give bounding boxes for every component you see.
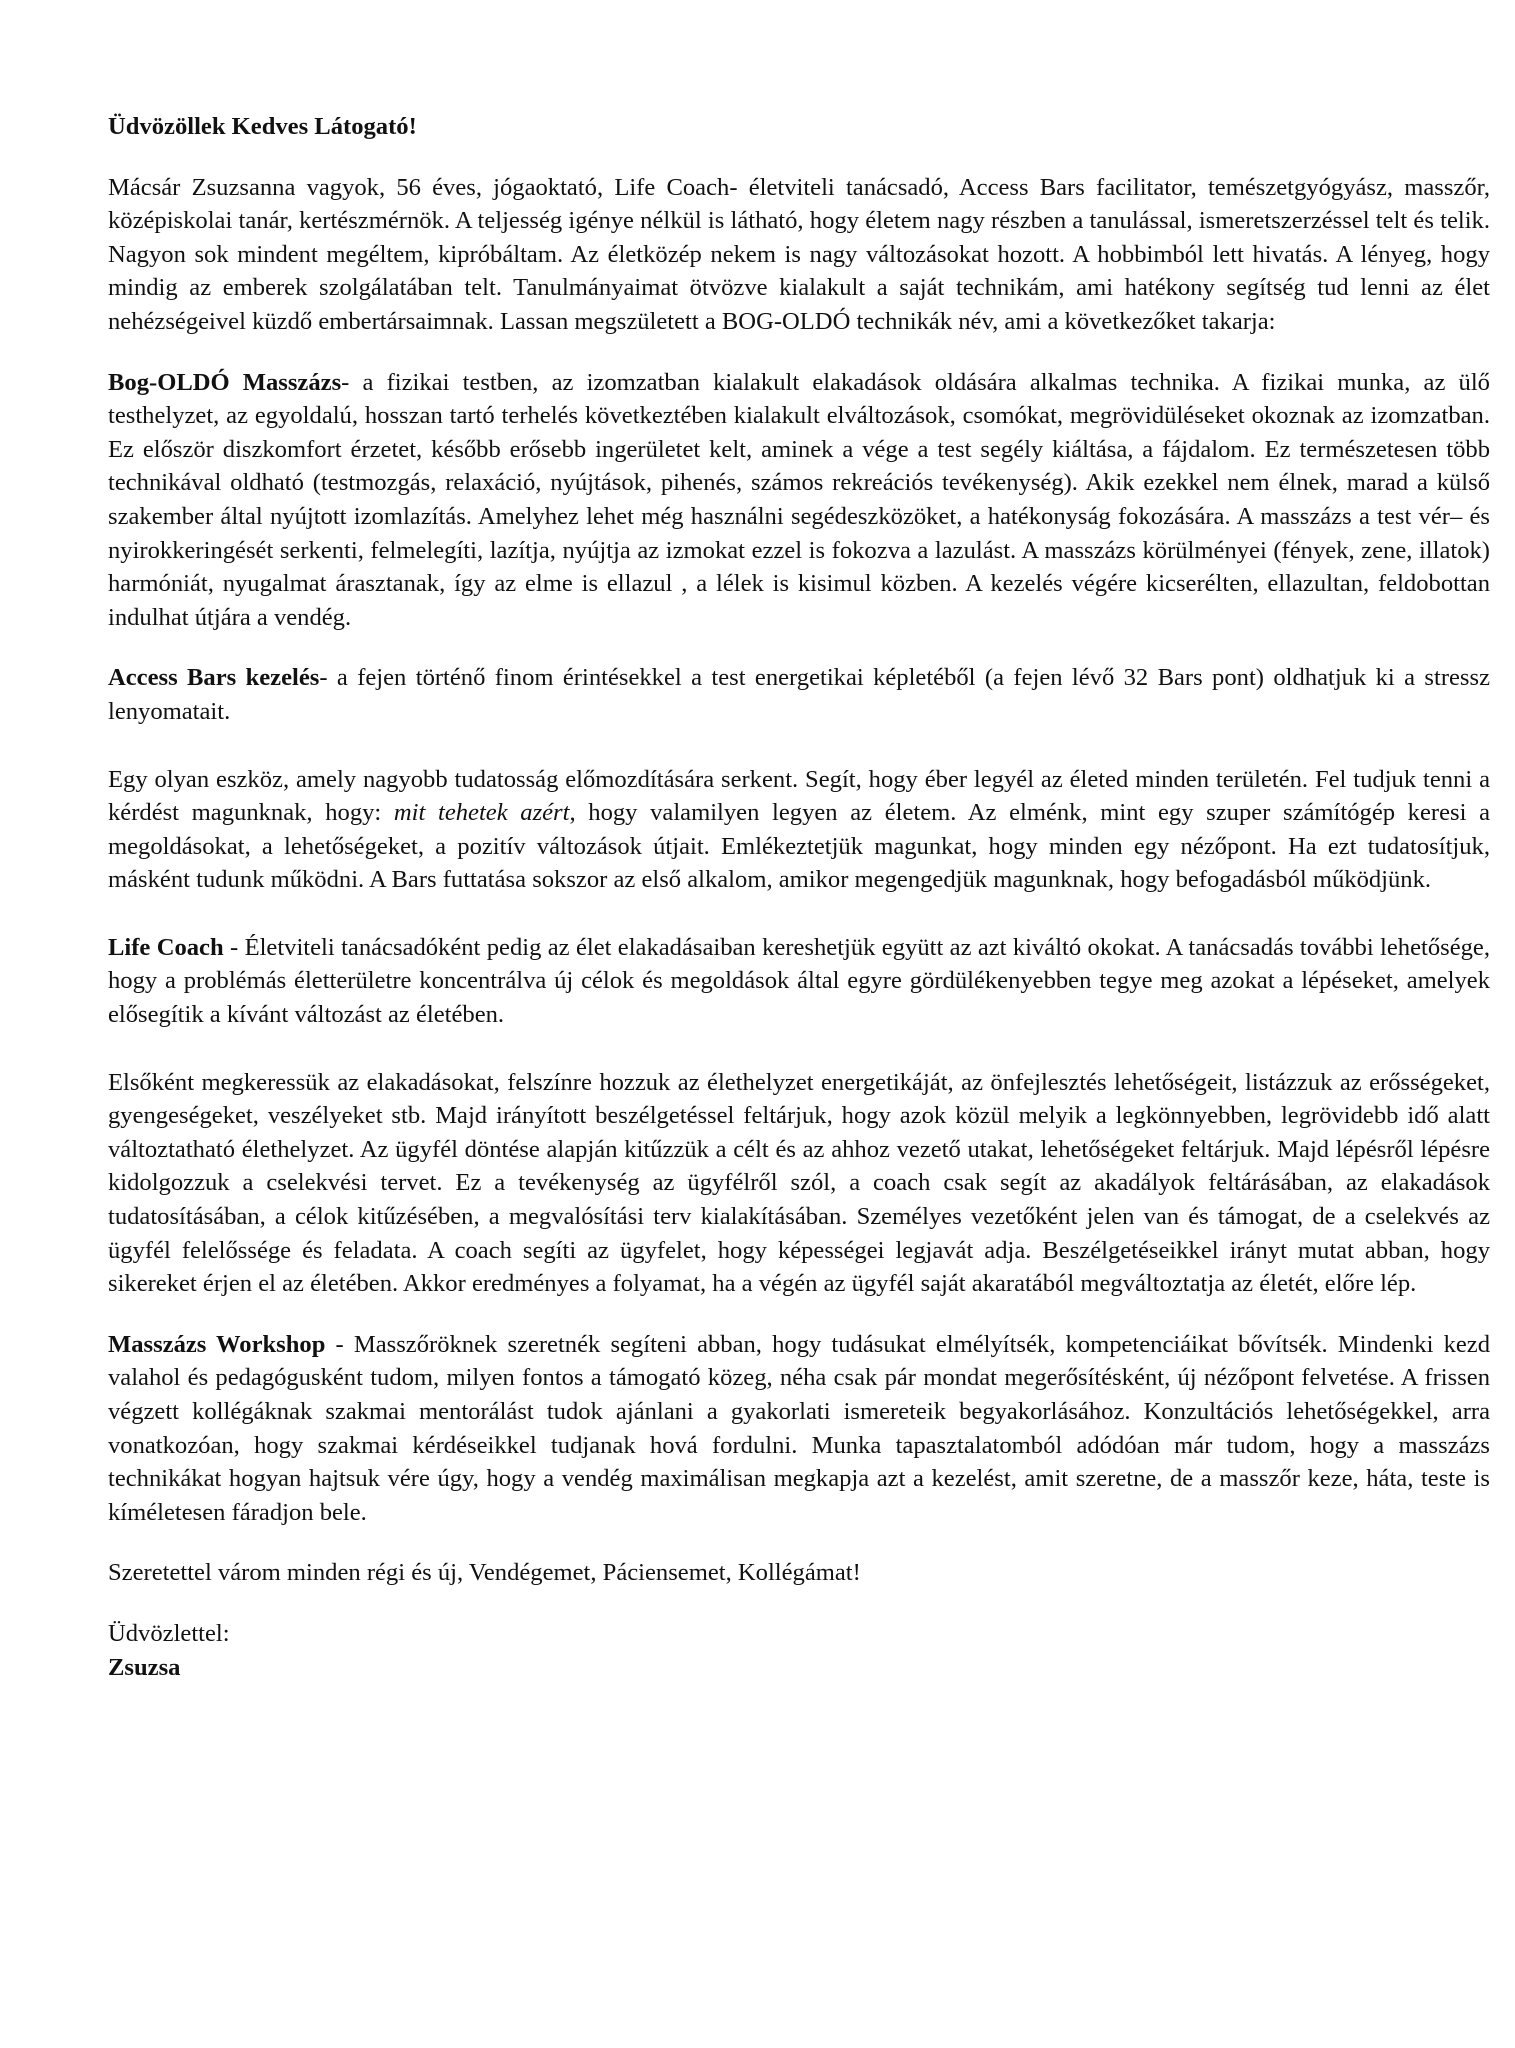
- section-body: - a fejen történő finom érintésekkel a test energetikai képletéből (a fejen lévő 32 Bars pont) oldhatjuk ki a stressz lenyomatait.: [108, 664, 1490, 725]
- section-title: Access Bars kezelés: [108, 664, 320, 692]
- signoff: Üdvözlettel:: [108, 1619, 230, 1647]
- document-page: [108, 110, 1490, 1684]
- greeting-heading: Üdvözöllek Kedves Látogató!: [108, 113, 417, 140]
- signature-name: Zsuzsa: [108, 1653, 181, 1681]
- section-title: Bog-OLDÓ Masszázs: [108, 368, 342, 396]
- section-body: - Életviteli tanácsadóként pedig az élet elakadásaiban kereshetjük együtt az azt kiváltó okokat. A tanácsadás további lehetősége, hogy a problémás életterületre koncentrálva új célok és megoldások által egyre gördülékenyebben tegye meg azokat a lépéseket, amelyek elősegítik a kívánt változást az életében.: [108, 933, 1490, 1029]
- section-bog-oldo-massage: [108, 366, 1490, 635]
- closing-line: Szeretettel várom minden régi és új, Vendégemet, Páciensemet, Kollégámat!: [108, 1559, 861, 1587]
- section-body: - a fizikai testben, az izomzatban kialakult elakadások oldására alkalmas technika. A fizikai munka, az ülő testhelyzet, az egyoldalú, hosszan tartó terhelés következtében kialakult elváltozások, csomókat, megrövidüléseket okoznak az izomzatban. Ez először diszkomfort érzetet, később erősebb ingerületet kelt, aminek a vége a test segély kiáltása, a fájdalom. Ez természetesen több technikával oldható (testmozgás, relaxáció, nyújtások, pihenés, számos rekreációs tevékenység). Akik ezekkel nem élnek, marad a külső szakember által nyújtott izomlazítás. Amelyhez lehet még használni segédeszközöket, a hatékonyság fokozására. A masszázs a test vér– és nyirokkeringését serkenti, felmelegíti, lazítja, nyújtja az izmokat ezzel is fokozva a lazulást. A masszázs körülményei (fények, zene, illatok) harmóniát, nyugalmat árasztanak, így az elme is ellazul , a lélek is kisimul közben. A kezelés végére kicserélten, ellazultan, feldobottan indulhat útjára a vendég.: [108, 368, 1490, 631]
- access-bars-description: [108, 763, 1490, 897]
- italic-phrase: mit tehetek azért: [393, 799, 570, 827]
- life-coach-process-paragraph: Elsőként megkeressük az elakadásokat, felszínre hozzuk az élethelyzet energetikáját, az önfejlesztés lehetőségeit, listázzuk az erősségeket, gyengeségeket, veszélyeket stb. Majd irányított beszélgetéssel feltárjuk, hogy azok közül melyik a legkönnyebben, legrövidebb idő alatt változtatható élethelyzet. Az ügyfél döntése alapján kitűzzük a célt és az ahhoz vezető utakat, lehetőségeket feltárjuk. Majd lépésről lépésre kidolgozzuk a cselekvési tervet. Ez a tevékenység az ügyfélről szól, a coach csak segít az akadályok feltárásában, az elakadások tudatosításában, a célok kitűzésében, a megvalósítási terv kialakításában. Személyes vezetőként jelen van és támogat, de a cselekvés az ügyfél felelőssége és feladata. A coach segíti az ügyfelet, hogy képességei legjavát adja. Beszélgetéseikkel irányt mutat abban, hogy sikereket érjen el az életében. Akkor eredményes a folyamat, ha a végén az ügyfél saját akaratából megváltoztatja az életét, előre lép.: [108, 1068, 1490, 1298]
- section-body: - Masszőröknek szeretnék segíteni abban, hogy tudásukat elmélyítsék, kompetenciáikat bővítsék. Mindenki kezd valahol és pedagógusként tudom, milyen fontos a támogató közeg, néha csak pár mondat megerősítésként, új nézőpont felvetése. A frissen végzett kollégáknak szakmai mentorálást tudok ajánlani a gyakorlati ismereteik begyakorlásához. Konzultációs lehetőségekkel, arra vonatkozóan, hogy szakmai kérdéseikkel tudjanak hová fordulni. Munka tapasztalatomból adódóan már tudom, hogy a masszázs technikákat hogyan hajtsuk vére úgy, hogy a vendég maximálisan megkapja azt a kezelést, amit szeretne, de a masszőr keze, háta, teste is kíméletesen fáradjon bele.: [108, 1330, 1490, 1526]
- intro-paragraph: Mácsár Zsuzsanna vagyok, 56 éves, jógaoktató, Life Coach- életviteli tanácsadó, Access Bars facilitator, temészetgyógyász, masszőr, középiskolai tanár, kertészmérnök. A teljesség igénye nélkül is látható, hogy életem nagy részben a tanulással, ismeretszerzéssel telt és telik. Nagyon sok mindent megéltem, kipróbáltam. Az életközép nekem is nagy változásokat hozott. A hobbimból lett hivatás. A lényeg, hogy mindig az emberek szolgálatában telt. Tanulmányaimat ötvözve kialakult a saját technikám, ami hatékony segítség tud lenni az élet nehézségeivel küzdő embertársaimnak. Lassan megszületett a BOG-OLDÓ technikák név, ami a következőket takarja:: [108, 173, 1490, 335]
- section-title: Masszázs Workshop: [108, 1330, 326, 1358]
- section-title: Life Coach: [108, 933, 224, 961]
- paragraph-text: , hogy valamilyen legyen az életem. Az elménk, mint egy szuper számítógép keresi a megoldásokat, a lehetőségeket, a pozitív változások útjait. Emlékeztetjük magunkat, hogy minden egy nézőpont. Ha ezt tudatosítjuk, másként tudunk működni. A Bars futtatása sokszor az első alkalom, amikor megengedjük magunknak, hogy befogadásból működjünk.: [108, 799, 1490, 894]
- section-life-coach: [108, 931, 1490, 1032]
- section-massage-workshop: [108, 1328, 1490, 1530]
- section-access-bars: [108, 661, 1490, 728]
- paragraph-text: Egy olyan eszköz, amely nagyobb tudatosság előmozdítására serkent. Segít, hogy éber legyél az életed minden területén. Fel tudjuk tenni a kérdést magunknak, hogy:: [108, 765, 1490, 827]
